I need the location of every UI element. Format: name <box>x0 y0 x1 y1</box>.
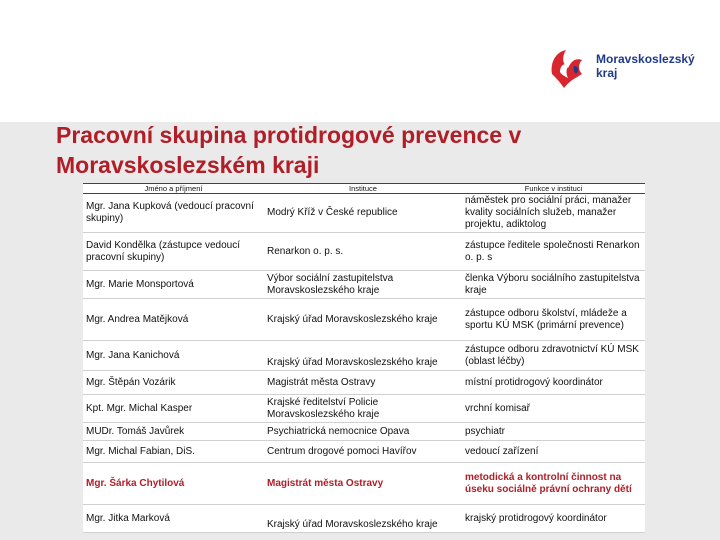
cell-role: náměstek pro sociální práci, manažer kvality sociálních služeb, manažer projektu, adiktolog <box>462 194 645 233</box>
table-row <box>83 395 645 423</box>
table-row <box>83 271 645 299</box>
cell-name: MUDr. Tomáš Javůrek <box>83 423 264 441</box>
cell-name: David Kondělka (zástupce vedoucí pracovní skupiny) <box>83 233 264 271</box>
cell-name: Mgr. Šárka Chytilová <box>83 463 264 505</box>
cell-role: zástupce ředitele společnosti Renarkon o. p. s <box>462 233 645 271</box>
cell-institution: Magistrát města Ostravy <box>264 371 462 395</box>
header-institution: Instituce <box>264 184 462 194</box>
cell-institution: Centrum drogové pomoci Havířov <box>264 441 462 463</box>
cell-name: Mgr. Jana Kupková (vedoucí pracovní skupiny) <box>83 194 264 233</box>
cell-name: Mgr. Michal Fabian, DiS. <box>83 441 264 463</box>
logo-text <box>596 52 695 80</box>
cell-name: Mgr. Štěpán Vozárik <box>83 371 264 395</box>
cell-name: Mgr. Marie Monsportová <box>83 271 264 299</box>
cell-role: vrchní komisař <box>462 395 645 423</box>
table-row <box>83 233 645 271</box>
cell-name: Kpt. Mgr. Michal Kasper <box>83 395 264 423</box>
table-row <box>83 441 645 463</box>
cell-name: Mgr. Andrea Matějková <box>83 299 264 341</box>
table-row <box>83 423 645 441</box>
cell-role: metodická a kontrolní činnost na úseku sociálně právní ochrany dětí <box>462 463 645 505</box>
cell-name: Mgr. Jitka Marková <box>83 505 264 533</box>
logo-line-1: Moravskoslezský <box>596 52 695 66</box>
table-header-row <box>83 184 645 194</box>
cell-institution: Magistrát města Ostravy <box>264 463 462 505</box>
header-name: Jméno a příjmení <box>83 184 264 194</box>
cell-institution: Výbor sociální zastupitelstva Moravskoslezského kraje <box>264 271 462 299</box>
table-row <box>83 505 645 533</box>
cell-institution: Krajský úřad Moravskoslezského kraje <box>264 341 462 371</box>
table-row <box>83 463 645 505</box>
cell-institution: Modrý Kříž v České republice <box>264 194 462 233</box>
table-row <box>83 194 645 233</box>
cell-name: Mgr. Jana Kanichová <box>83 341 264 371</box>
logo-line-2: kraj <box>596 66 618 80</box>
members-table-wrapper <box>83 183 645 533</box>
cell-role: místní protidrogový koordinátor <box>462 371 645 395</box>
cell-institution: Krajský úřad Moravskoslezského kraje <box>264 299 462 341</box>
table-row <box>83 341 645 371</box>
cell-institution: Psychiatrická nemocnice Opava <box>264 423 462 441</box>
cell-institution: Krajský úřad Moravskoslezského kraje <box>264 505 462 533</box>
cell-role: členka Výboru sociálního zastupitelstva kraje <box>462 271 645 299</box>
page-title: Pracovní skupina protidrogové prevence v Moravskoslezském kraji <box>56 122 522 178</box>
cell-role: vedoucí zařízení <box>462 441 645 463</box>
members-table <box>83 183 645 533</box>
header-role: Funkce v instituci <box>462 184 645 194</box>
cell-role: krajský protidrogový koordinátor <box>462 505 645 533</box>
cell-role: psychiatr <box>462 423 645 441</box>
region-emblem-icon <box>546 44 592 92</box>
cell-institution: Krajské ředitelství Policie Moravskoslezského kraje <box>264 395 462 423</box>
cell-institution: Renarkon o. p. s. <box>264 233 462 271</box>
logo <box>546 44 716 96</box>
table-row <box>83 299 645 341</box>
cell-role: zástupce odboru zdravotnictví KÚ MSK (oblast léčby) <box>462 341 645 371</box>
cell-role: zástupce odboru školství, mládeže a sportu KÚ MSK (primární prevence) <box>462 299 645 341</box>
table-row <box>83 371 645 395</box>
